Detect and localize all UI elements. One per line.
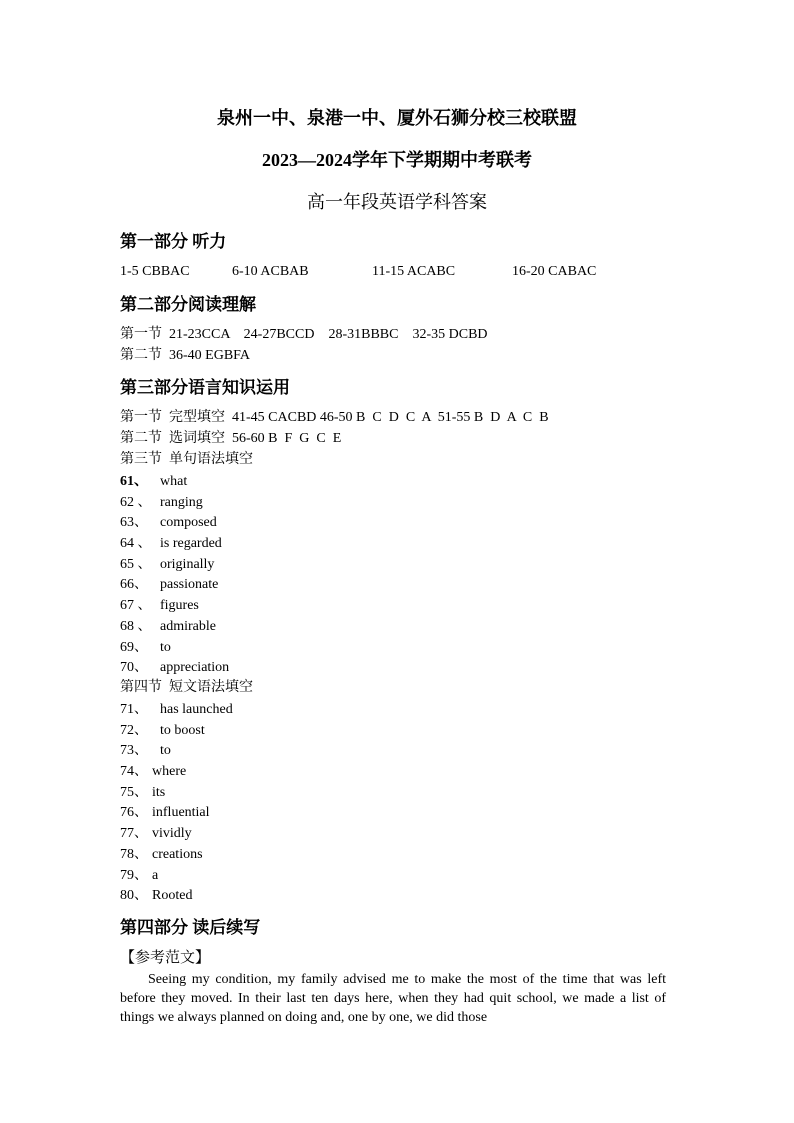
list-item: 70、 appreciation (120, 660, 230, 675)
part4-heading: 第四部分 读后续写 (120, 918, 261, 937)
list-item: 62 、 ranging (120, 495, 203, 510)
list-item: 73、 to (120, 743, 171, 758)
list-item: 63、 composed (120, 515, 217, 530)
reference-essay-text: Seeing my condition, my family advised me to make the most of the time that was left before they moved. In their last ten days here, when they had quit school, we made a list of things we always planned on doing and, one by one, we did those (120, 972, 666, 1025)
list-item: 76、 influential (120, 805, 210, 820)
list-item: 64 、 is regarded (120, 536, 222, 551)
grammar-section3-title: 第三节 单句语法填空 (120, 452, 253, 467)
answer-key-title: 高一年段英语学科答案 (307, 192, 487, 212)
listening-answer-4: 16-20 CABAC (512, 264, 597, 279)
reading-section2: 第二节 36-40 EGBFA (120, 348, 251, 363)
reading-section1: 第一节 21-23CCA 24-27BCCD 28-31BBBC 32-35 DCBD (120, 327, 488, 342)
list-item: 74、 where (120, 764, 187, 779)
part1-heading: 第一部分 听力 (120, 232, 227, 251)
list-item: 71、 has launched (120, 702, 233, 717)
list-item: 75、 its (120, 785, 166, 800)
list-item: 79、 a (120, 868, 159, 883)
school-union-title: 泉州一中、泉港一中、厦外石狮分校三校联盟 (217, 108, 577, 128)
part2-heading: 第二部分阅读理解 (120, 295, 256, 314)
reference-essay-label: 【参考范文】 (120, 950, 211, 966)
list-item: 72、 to boost (120, 723, 205, 738)
list-item: 80、 Rooted (120, 888, 193, 903)
listening-answer-3: 11-15 ACABC (372, 264, 456, 279)
list-item: 77、 vividly (120, 826, 192, 841)
list-item: 69、 to (120, 640, 171, 655)
list-item: 68 、 admirable (120, 619, 216, 634)
grammar-section4-title: 第四节 短文语法填空 (120, 680, 253, 695)
part3-heading: 第三部分语言知识运用 (120, 378, 290, 397)
listening-answer-2: 6-10 ACBAB (232, 264, 309, 279)
listening-answer-1: 1-5 CBBAC (120, 264, 190, 279)
exam-term-title: 2023—2024学年下学期期中考联考 (262, 150, 532, 170)
word-choice-section: 第二节 选词填空 56-60 B F G C E (120, 431, 342, 446)
list-item: 61、 what (120, 474, 188, 489)
list-item: 78、 creations (120, 847, 203, 862)
list-item: 67 、 figures (120, 598, 199, 613)
list-item: 65 、 originally (120, 557, 215, 572)
listening-answers (120, 264, 720, 282)
cloze-section: 第一节 完型填空 41-45 CACBD 46-50 B C D C A 51-55 B D A C B (120, 410, 549, 425)
list-item: 66、 passionate (120, 577, 219, 592)
